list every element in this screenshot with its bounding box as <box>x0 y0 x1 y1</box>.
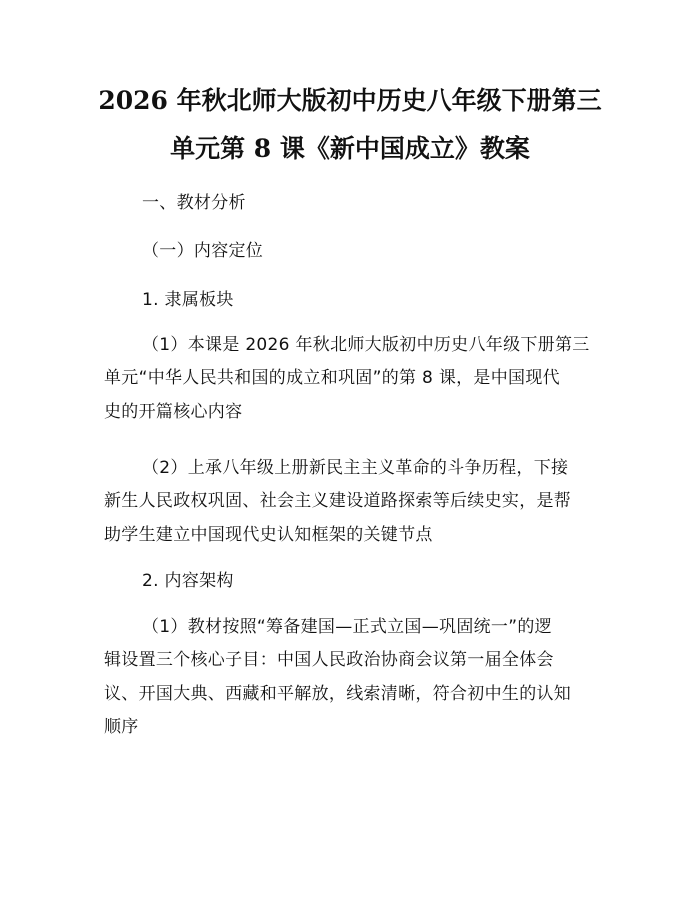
paragraph-line: 顺序 <box>104 717 139 737</box>
paragraph-line: （1）教材按照“筹备建国—正式立国—巩固统一”的逻 <box>142 617 552 637</box>
subsection-heading-content-positioning: （一）内容定位 <box>142 241 264 261</box>
item-heading-content-structure: 2. 内容架构 <box>142 571 234 591</box>
section-heading-teaching-material-analysis: 一、教材分析 <box>142 193 246 213</box>
paragraph-line: （1）本课是 2026 年秋北师大版初中历史八年级下册第三 <box>142 335 590 355</box>
paragraph-line: 单元“中华人民共和国的成立和巩固”的第 8 课，是中国现代 <box>104 368 560 388</box>
paragraph-line: 史的开篇核心内容 <box>104 402 243 422</box>
paragraph-line: 辑设置三个核心子目：中国人民政治协商会议第一届全体会 <box>104 650 554 670</box>
paragraph-line: 新生人民政权巩固、社会主义建设道路探索等后续史实，是帮 <box>104 491 572 511</box>
document-title-line-2: 单元第 8 课《新中国成立》教案 <box>170 134 530 163</box>
item-heading-affiliated-section: 1. 隶属板块 <box>142 290 234 310</box>
paragraph-line: （2）上承八年级上册新民主主义革命的斗争历程，下接 <box>142 458 569 478</box>
document-title-line-1: 2026 年秋北师大版初中历史八年级下册第三 <box>98 86 602 115</box>
paragraph-line: 议、开国大典、西藏和平解放，线索清晰，符合初中生的认知 <box>104 684 572 704</box>
paragraph-line: 助学生建立中国现代史认知框架的关键节点 <box>104 525 433 545</box>
